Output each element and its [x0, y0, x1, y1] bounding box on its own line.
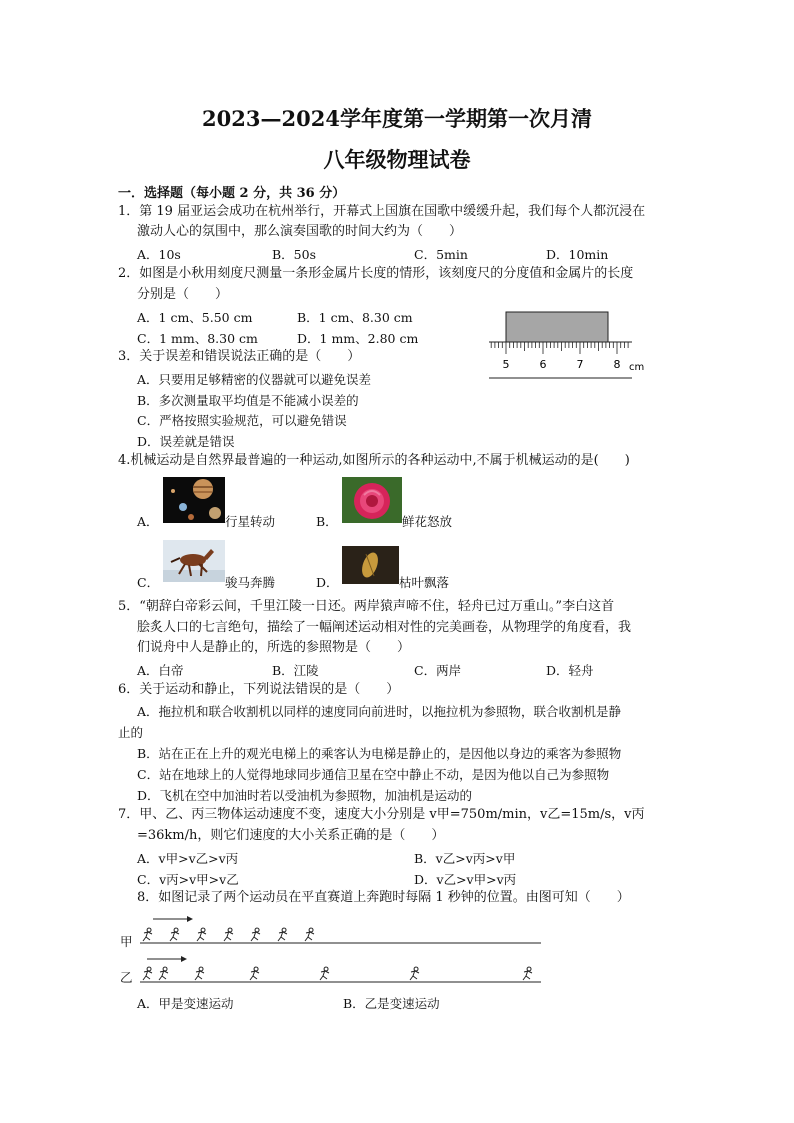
q3-option-c: C．严格按照实验规范，可以避免错误 — [137, 413, 347, 428]
runner-icon — [523, 967, 532, 980]
runner-icon — [410, 967, 419, 980]
q5-option-d: D．轻舟 — [546, 663, 594, 678]
q5-option-b: B．江陵 — [272, 663, 319, 678]
q5-stem-line1: 5．“朝辞白帝彩云间，千里江陵一日还。两岸猿声啼不住，轻舟已过万重山。”李白这首 — [118, 599, 615, 614]
runner-icon — [159, 967, 168, 980]
ruler-label-5: 5 — [502, 358, 510, 371]
flower-image — [342, 477, 402, 523]
q3-option-a: A．只要用足够精密的仪器就可以避免误差 — [137, 372, 372, 387]
runners-figure — [135, 910, 545, 985]
q3-option-d: D．误差就是错误 — [137, 434, 235, 449]
q4-option-d-text: 枯叶飘落 — [399, 575, 450, 590]
jia-arrow-head — [187, 916, 193, 922]
q4-option-c-text: 骏马奔腾 — [225, 575, 276, 590]
q4-stem: 4.机械运动是自然界最普遍的一种运动,如图所示的各种运动中,不属于机械运动的是( ) — [118, 453, 630, 468]
q2-option-b: B．1 cm、8.30 cm — [297, 310, 413, 325]
runner-icon — [278, 928, 287, 941]
yi-arrow-head — [181, 956, 187, 962]
q4-option-b-letter: B． — [316, 514, 338, 529]
metal-strip — [506, 312, 608, 342]
ruler-label-8: 8 — [613, 358, 621, 371]
q7-option-b: B．v乙>v丙>v甲 — [414, 851, 516, 866]
q7-stem-line1: 7．甲、乙、丙三物体运动速度不变，速度大小分别是 v甲=750m/min，v乙=15m/s，v丙 — [118, 807, 645, 822]
q2-stem-line2: 分别是（ ） — [137, 287, 229, 302]
q7-stem-line2: =36km/h，则它们速度的大小关系正确的是（ ） — [137, 828, 445, 843]
q3-stem: 3．关于误差和错误说法正确的是（ ） — [118, 349, 361, 364]
section-heading: 一．选择题（每小题 2 分，共 36 分） — [118, 186, 346, 201]
q2-stem-line1: 2．如图是小秋用刻度尺测量一条形金属片长度的情形，该刻度尺的分度值和金属片的长度 — [118, 266, 634, 281]
q5-stem-line2: 脍炙人口的七言绝句，描绘了一幅阐述运动相对性的完美画卷，从物理学的角度看，我 — [137, 620, 632, 635]
runner-icon — [170, 928, 179, 941]
q1-stem-line1: 1．第 19 届亚运会成功在杭州举行，开幕式上国旗在国歌中缓缓升起，我们每个人都沉浸在 — [118, 204, 646, 219]
q6-option-c: C．站在地球上的人觉得地球同步通信卫星在空中静止不动，是因为他以自己为参照物 — [137, 767, 610, 782]
runner-icon — [195, 967, 204, 980]
ruler-unit: cm — [629, 362, 645, 373]
q4-option-c-letter: C． — [137, 575, 160, 590]
q7-option-a: A．v甲>v乙>v丙 — [137, 851, 239, 866]
q1-option-a: A．10s — [137, 247, 181, 262]
runner-icon — [305, 928, 314, 941]
ruler-label-7: 7 — [576, 358, 584, 371]
runner-icon — [224, 928, 233, 941]
q7-option-c: C．v丙>v甲>v乙 — [137, 872, 239, 887]
planets-image — [163, 477, 225, 523]
ruler-label-6: 6 — [539, 358, 547, 371]
jia-runners — [143, 928, 314, 941]
runner-icon — [320, 967, 329, 980]
q4-option-d-letter: D． — [316, 575, 339, 590]
q6-option-d: D．飞机在空中加油时若以受油机为参照物，加油机是运动的 — [137, 788, 473, 803]
q6-stem: 6．关于运动和静止，下列说法错误的是（ ） — [118, 682, 400, 697]
runner-icon — [143, 928, 152, 941]
exam-subtitle: 八年级物理试卷 — [323, 147, 471, 172]
runner-icon — [250, 967, 259, 980]
q8-option-b: B．乙是变速运动 — [343, 996, 440, 1011]
q5-option-a: A．白帝 — [137, 663, 184, 678]
q1-stem-line2: 激动人心的氛围中，那么演奏国歌的时间大约为（ ） — [137, 224, 463, 239]
q4-option-a-text: 行星转动 — [225, 514, 276, 529]
q5-option-c: C．两岸 — [414, 663, 462, 678]
q2-option-c: C．1 mm、8.30 cm — [137, 331, 258, 346]
q6-option-a-line2: 止的 — [118, 725, 144, 740]
q6-option-b: B．站在正在上升的观光电梯上的乘客认为电梯是静止的，是因他以身边的乘客为参照物 — [137, 746, 622, 761]
q2-option-a: A．1 cm、5.50 cm — [137, 310, 253, 325]
horse-image — [163, 540, 225, 582]
runner-icon — [143, 967, 152, 980]
q1-option-c: C．5min — [414, 247, 468, 262]
q2-option-d: D．1 mm、2.80 cm — [297, 331, 419, 346]
q8-stem: 8．如图记录了两个运动员在平直赛道上奔跑时每隔 1 秒钟的位置。由图可知（ ） — [137, 890, 630, 905]
yi-runners — [143, 967, 532, 980]
ruler-ticks — [491, 342, 628, 354]
runner-icon — [251, 928, 260, 941]
q6-option-a-line1: A．拖拉机和联合收割机以同样的速度同向前进时，以拖拉机为参照物，联合收割机是静 — [137, 704, 622, 719]
q4-option-b-text: 鲜花怒放 — [402, 514, 453, 529]
row-label-yi: 乙 — [120, 970, 133, 985]
q7-option-d: D．v乙>v甲>v丙 — [414, 872, 517, 887]
runner-icon — [197, 928, 206, 941]
q8-option-a: A．甲是变速运动 — [137, 996, 234, 1011]
q4-option-a-letter: A． — [137, 514, 159, 529]
exam-title: 2023—2024学年度第一学期第一次月清 — [202, 106, 592, 131]
leaf-image — [342, 546, 399, 584]
q5-stem-line3: 们说舟中人是静止的，所选的参照物是（ ） — [137, 640, 411, 655]
ruler-figure — [486, 310, 651, 382]
q1-option-d: D．10min — [546, 247, 609, 262]
q1-option-b: B．50s — [272, 247, 317, 262]
row-label-jia: 甲 — [120, 934, 133, 949]
q3-option-b: B．多次测量取平均值是不能减小误差的 — [137, 393, 359, 408]
